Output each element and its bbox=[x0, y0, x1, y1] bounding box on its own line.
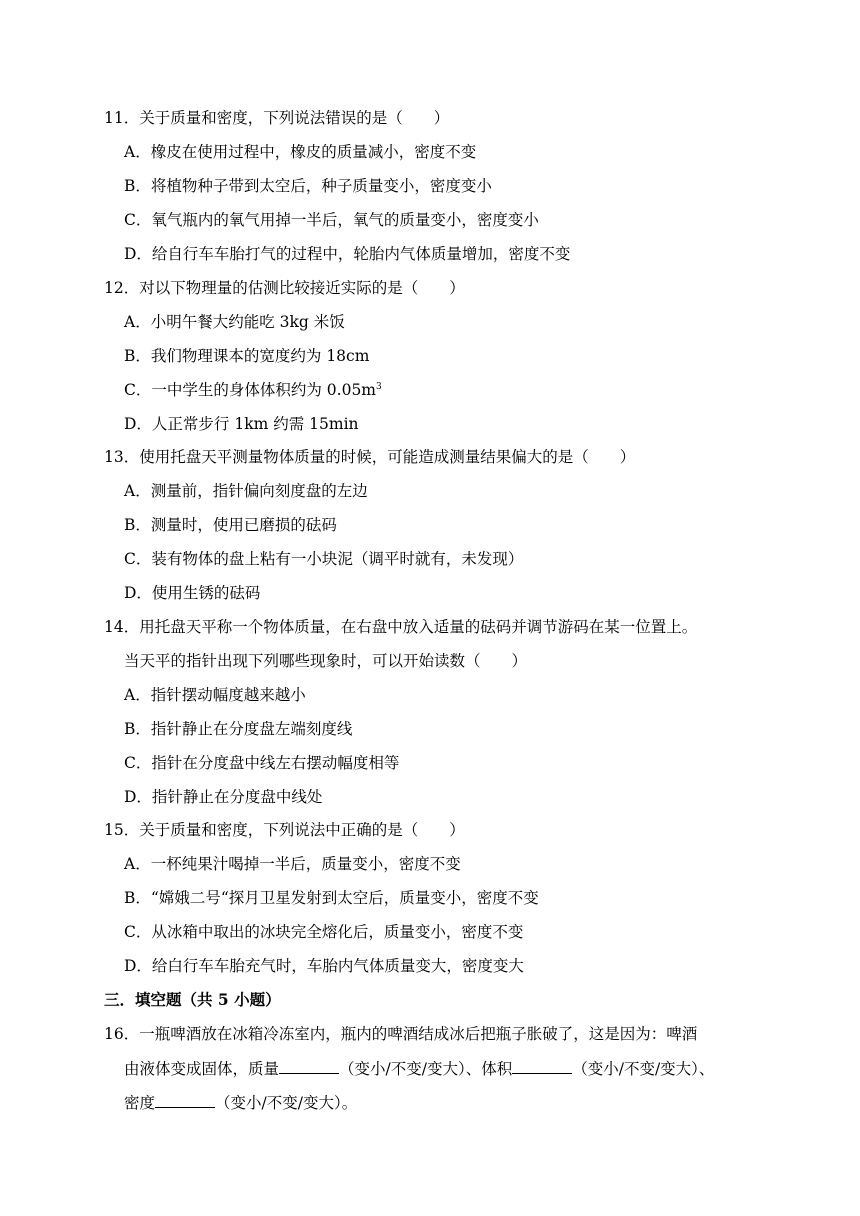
question-13-stem: 13．使用托盘天平测量物体质量的时候，可能造成测量结果偏大的是（ ） bbox=[104, 448, 636, 466]
question-14-stem-line2: 当天平的指针出现下列哪些现象时，可以开始读数（ ） bbox=[124, 652, 528, 670]
question-13-option-d: D．使用生锈的砝码 bbox=[124, 584, 261, 602]
answer-blank-mass[interactable] bbox=[279, 1057, 339, 1074]
question-14-option-a: A．指针摆动幅度越来越小 bbox=[124, 686, 306, 704]
question-16-text-d: 密度 bbox=[124, 1094, 156, 1112]
answer-blank-density[interactable] bbox=[155, 1091, 215, 1108]
question-16-text-e: （变小/不变/变大）。 bbox=[215, 1094, 358, 1112]
question-13-option-b: B．测量时，使用已磨损的砝码 bbox=[124, 516, 337, 534]
question-12-option-c bbox=[124, 379, 382, 401]
question-14-option-d: D．指针静止在分度盘中线处 bbox=[124, 788, 323, 806]
question-14-stem-line1: 14．用托盘天平称一个物体质量，在右盘中放入适量的砝码并调节游码在某一位置上。 bbox=[104, 618, 698, 636]
question-13-option-c: C．装有物体的盘上粘有一小块泥（调平时就有，未发现） bbox=[124, 550, 524, 568]
question-11-stem: 11．关于质量和密度，下列说法错误的是（ ） bbox=[104, 109, 450, 127]
question-16-line2 bbox=[124, 1057, 714, 1080]
question-11-option-d: D．给自行车车胎打气的过程中，轮胎内气体质量增加，密度不变 bbox=[124, 245, 571, 263]
question-11-option-b: B．将植物种子带到太空后，种子质量变小，密度变小 bbox=[124, 177, 492, 195]
superscript-3: 3 bbox=[376, 381, 382, 392]
question-11-option-c: C．氧气瓶内的氧气用掉一半后，氧气的质量变小，密度变小 bbox=[124, 211, 539, 229]
section-3-heading: 三．填空题（共 5 小题） bbox=[104, 990, 281, 1009]
question-14-option-c: C．指针在分度盘中线左右摆动幅度相等 bbox=[124, 754, 400, 772]
answer-blank-volume[interactable] bbox=[512, 1057, 572, 1074]
question-12-option-a: A．小明午餐大约能吃 3kg 米饭 bbox=[124, 313, 345, 331]
question-12-stem: 12．对以下物理量的估测比较接近实际的是（ ） bbox=[104, 279, 465, 297]
question-16-line3 bbox=[124, 1091, 357, 1114]
question-15-option-a: A．一杯纯果汁喝掉一半后，质量变小，密度不变 bbox=[124, 855, 461, 873]
question-15-option-b: B．“嫦娥二号“探月卫星发射到太空后，质量变小，密度不变 bbox=[124, 889, 539, 907]
question-12-option-c-text: C．一中学生的身体体积约为 0.05m bbox=[124, 381, 376, 399]
question-15-stem: 15．关于质量和密度，下列说法中正确的是（ ） bbox=[104, 821, 465, 839]
question-11-option-a: A．橡皮在使用过程中，橡皮的质量减小，密度不变 bbox=[124, 143, 477, 161]
question-16-text-b: （变小/不变/变大）、体积 bbox=[339, 1060, 513, 1078]
question-16-text-c: （变小/不变/变大）、 bbox=[572, 1060, 715, 1078]
question-15-option-d: D．给白行车车胎充气时，车胎内气体质量变大，密度变大 bbox=[124, 957, 524, 975]
question-14-option-b: B．指针静止在分度盘左端刻度线 bbox=[124, 720, 353, 738]
question-15-option-c: C．从冰箱中取出的冰块完全熔化后，质量变小，密度不变 bbox=[124, 923, 524, 941]
question-13-option-a: A．测量前，指针偏向刻度盘的左边 bbox=[124, 482, 368, 500]
question-16-line1: 16．一瓶啤酒放在冰箱冷冻室内，瓶内的啤酒结成冰后把瓶子胀破了，这是因为：啤酒 bbox=[104, 1025, 698, 1043]
question-12-option-d: D．人正常步行 1km 约需 15min bbox=[124, 415, 359, 433]
question-12-option-b: B．我们物理课本的宽度约为 18cm bbox=[124, 347, 370, 365]
question-16-text-a: 由液体变成固体，质量 bbox=[124, 1060, 280, 1078]
